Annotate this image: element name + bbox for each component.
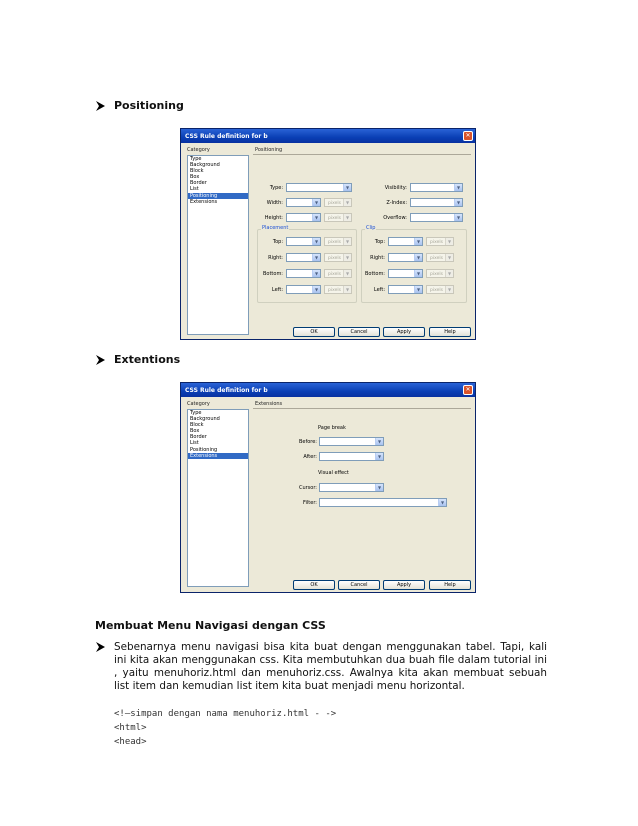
height-label: Height: bbox=[264, 215, 283, 221]
chevron-down-icon: ▼ bbox=[343, 184, 351, 191]
chevron-down-icon: ▼ bbox=[343, 238, 351, 245]
unit-text: pixels bbox=[430, 272, 443, 277]
paragraph-text: Sebenarnya menu navigasi bisa kita buat dengan menggunakan tabel. Tapi, kali ini kita akan menggunakan css. Kita membutuhkan dua buah file dalam tutorial ini , yaitu menuhoriz.html dan menuhoriz.css. Awalnya kita akan membuat sebuah list item dan kemudian list item kita buat menjadi menu horizontal. bbox=[114, 641, 547, 692]
css-rule-dialog-extensions bbox=[180, 382, 476, 593]
clip-title: Clip bbox=[366, 225, 376, 231]
filter-label: Filter: bbox=[303, 500, 317, 506]
placement-title: Placement bbox=[262, 225, 289, 231]
arrow-bullet-icon bbox=[95, 642, 106, 652]
before-select[interactable] bbox=[319, 437, 384, 446]
chevron-down-icon: ▼ bbox=[375, 484, 383, 491]
chevron-down-icon: ▼ bbox=[312, 270, 320, 277]
chevron-down-icon: ▼ bbox=[445, 238, 453, 245]
category-header: Category bbox=[187, 401, 210, 407]
unit-text: pixels bbox=[430, 288, 443, 293]
height-select[interactable] bbox=[286, 213, 321, 222]
dialog-title-bar bbox=[181, 383, 475, 397]
category-item[interactable]: Positioning bbox=[188, 193, 248, 199]
type-select[interactable] bbox=[286, 183, 352, 192]
before-label: Before: bbox=[298, 439, 317, 445]
category-item[interactable]: Type bbox=[190, 410, 202, 416]
page-break-title: Page break bbox=[318, 425, 346, 431]
code-line: <head> bbox=[114, 737, 147, 747]
dialog-title: CSS Rule definition for b bbox=[185, 386, 268, 394]
width-select[interactable] bbox=[286, 198, 321, 207]
chevron-down-icon: ▼ bbox=[445, 270, 453, 277]
panel-header: Positioning bbox=[255, 147, 283, 153]
category-item[interactable]: Background bbox=[190, 162, 220, 169]
cursor-select[interactable] bbox=[319, 483, 384, 492]
chevron-down-icon: ▼ bbox=[414, 238, 422, 245]
unit-text: pixels bbox=[328, 240, 341, 245]
apply-button[interactable]: Apply bbox=[383, 580, 425, 590]
clip-top-unit[interactable] bbox=[426, 237, 454, 246]
category-item[interactable]: Block bbox=[190, 168, 204, 175]
chevron-down-icon: ▼ bbox=[312, 238, 320, 245]
clip-right-unit[interactable] bbox=[426, 253, 454, 262]
placement-left-label: Left: bbox=[271, 287, 283, 293]
close-icon[interactable]: ✕ bbox=[463, 385, 473, 395]
zindex-label: Z-Index: bbox=[386, 200, 407, 206]
arrow-bullet-icon bbox=[95, 355, 106, 365]
overflow-label: Overflow: bbox=[383, 215, 407, 221]
chevron-down-icon: ▼ bbox=[312, 286, 320, 293]
clip-right-label: Right: bbox=[370, 255, 385, 261]
chevron-down-icon: ▼ bbox=[312, 199, 320, 206]
category-item[interactable]: Box bbox=[190, 428, 200, 435]
placement-bottom-unit[interactable] bbox=[324, 269, 352, 278]
visual-effect-title: Visual effect bbox=[318, 470, 349, 476]
chevron-down-icon: ▼ bbox=[454, 184, 462, 191]
unit-text: pixels bbox=[328, 216, 341, 221]
placement-right-select[interactable] bbox=[286, 253, 321, 262]
clip-top-label: Top: bbox=[374, 239, 385, 245]
bullet-positioning bbox=[95, 99, 184, 112]
category-item[interactable]: Extensions bbox=[188, 453, 248, 459]
chevron-down-icon: ▼ bbox=[454, 199, 462, 206]
width-label: Width: bbox=[266, 200, 283, 206]
category-header: Category bbox=[187, 147, 210, 153]
section-label-extensions: Extentions bbox=[114, 353, 181, 366]
placement-bottom-select[interactable] bbox=[286, 269, 321, 278]
category-list[interactable] bbox=[187, 155, 249, 335]
placement-right-unit[interactable] bbox=[324, 253, 352, 262]
visibility-label: Visibility: bbox=[384, 185, 407, 191]
chevron-down-icon: ▼ bbox=[454, 214, 462, 221]
placement-right-label: Right: bbox=[268, 255, 283, 261]
chevron-down-icon: ▼ bbox=[414, 286, 422, 293]
clip-left-select[interactable] bbox=[388, 285, 423, 294]
bullet-extensions bbox=[95, 353, 180, 366]
placement-left-select[interactable] bbox=[286, 285, 321, 294]
category-item[interactable]: Positioning bbox=[190, 446, 218, 453]
ok-button[interactable]: OK bbox=[293, 580, 335, 590]
after-select[interactable] bbox=[319, 452, 384, 461]
chevron-down-icon: ▼ bbox=[343, 286, 351, 293]
chevron-down-icon: ▼ bbox=[343, 214, 351, 221]
width-unit-select[interactable] bbox=[324, 198, 352, 207]
zindex-select[interactable] bbox=[410, 198, 463, 207]
unit-text: pixels bbox=[430, 256, 443, 261]
panel-divider bbox=[253, 408, 471, 409]
chevron-down-icon: ▼ bbox=[312, 254, 320, 261]
clip-top-select[interactable] bbox=[388, 237, 423, 246]
code-line: <!—simpan dengan nama menuhoriz.html - -> bbox=[114, 709, 337, 719]
category-item[interactable]: List bbox=[190, 186, 199, 193]
chevron-down-icon: ▼ bbox=[414, 270, 422, 277]
category-item[interactable]: Type bbox=[190, 156, 202, 162]
dialog-title-bar bbox=[181, 129, 475, 143]
clip-bottom-select[interactable] bbox=[388, 269, 423, 278]
chevron-down-icon: ▼ bbox=[343, 254, 351, 261]
clip-right-select[interactable] bbox=[388, 253, 423, 262]
panel-divider bbox=[253, 154, 471, 155]
unit-text: pixels bbox=[328, 256, 341, 261]
chevron-down-icon: ▼ bbox=[438, 499, 446, 506]
category-list[interactable] bbox=[187, 409, 249, 587]
panel-header: Extensions bbox=[255, 401, 283, 407]
article-heading: Membuat Menu Navigasi dengan CSS bbox=[95, 619, 326, 632]
placement-left-unit[interactable] bbox=[324, 285, 352, 294]
placement-top-label: Top: bbox=[272, 239, 283, 245]
category-item[interactable]: Extensions bbox=[190, 198, 218, 205]
type-label: Type: bbox=[269, 185, 283, 191]
chevron-down-icon: ▼ bbox=[375, 438, 383, 445]
chevron-down-icon: ▼ bbox=[343, 270, 351, 277]
category-item[interactable]: Border bbox=[190, 180, 207, 187]
apply-button[interactable]: Apply bbox=[383, 327, 425, 337]
help-button[interactable]: Help bbox=[429, 327, 471, 337]
ok-button[interactable]: OK bbox=[293, 327, 335, 337]
height-unit-select[interactable] bbox=[324, 213, 352, 222]
article-paragraph bbox=[95, 641, 547, 693]
placement-bottom-label: Bottom: bbox=[262, 271, 283, 277]
arrow-bullet-icon bbox=[95, 101, 106, 111]
chevron-down-icon: ▼ bbox=[312, 214, 320, 221]
unit-text: pixels bbox=[328, 288, 341, 293]
chevron-down-icon: ▼ bbox=[445, 286, 453, 293]
category-item[interactable]: Box bbox=[190, 174, 200, 181]
visibility-select[interactable] bbox=[410, 183, 463, 192]
unit-text: pixels bbox=[328, 201, 341, 206]
code-line: <html> bbox=[114, 723, 147, 733]
help-button[interactable]: Help bbox=[429, 580, 471, 590]
cancel-button[interactable]: Cancel bbox=[338, 327, 380, 337]
clip-left-unit[interactable] bbox=[426, 285, 454, 294]
clip-bottom-label: Bottom: bbox=[364, 271, 385, 277]
chevron-down-icon: ▼ bbox=[343, 199, 351, 206]
chevron-down-icon: ▼ bbox=[414, 254, 422, 261]
placement-top-select[interactable] bbox=[286, 237, 321, 246]
category-item[interactable]: Border bbox=[190, 434, 207, 441]
css-rule-dialog-positioning bbox=[180, 128, 476, 340]
cursor-label: Cursor: bbox=[298, 485, 317, 491]
clip-left-label: Left: bbox=[373, 287, 385, 293]
chevron-down-icon: ▼ bbox=[375, 453, 383, 460]
section-label-positioning: Positioning bbox=[114, 99, 184, 112]
category-item[interactable]: Block bbox=[190, 422, 204, 429]
unit-text: pixels bbox=[430, 240, 443, 245]
overflow-select[interactable] bbox=[410, 213, 463, 222]
close-icon[interactable]: ✕ bbox=[463, 131, 473, 141]
cancel-button[interactable]: Cancel bbox=[338, 580, 380, 590]
after-label: After: bbox=[303, 454, 317, 460]
chevron-down-icon: ▼ bbox=[445, 254, 453, 261]
unit-text: pixels bbox=[328, 272, 341, 277]
filter-select[interactable] bbox=[319, 498, 447, 507]
category-item[interactable]: Background bbox=[190, 416, 220, 423]
clip-bottom-unit[interactable] bbox=[426, 269, 454, 278]
placement-top-unit[interactable] bbox=[324, 237, 352, 246]
dialog-title: CSS Rule definition for b bbox=[185, 132, 268, 140]
category-item[interactable]: List bbox=[190, 440, 199, 447]
